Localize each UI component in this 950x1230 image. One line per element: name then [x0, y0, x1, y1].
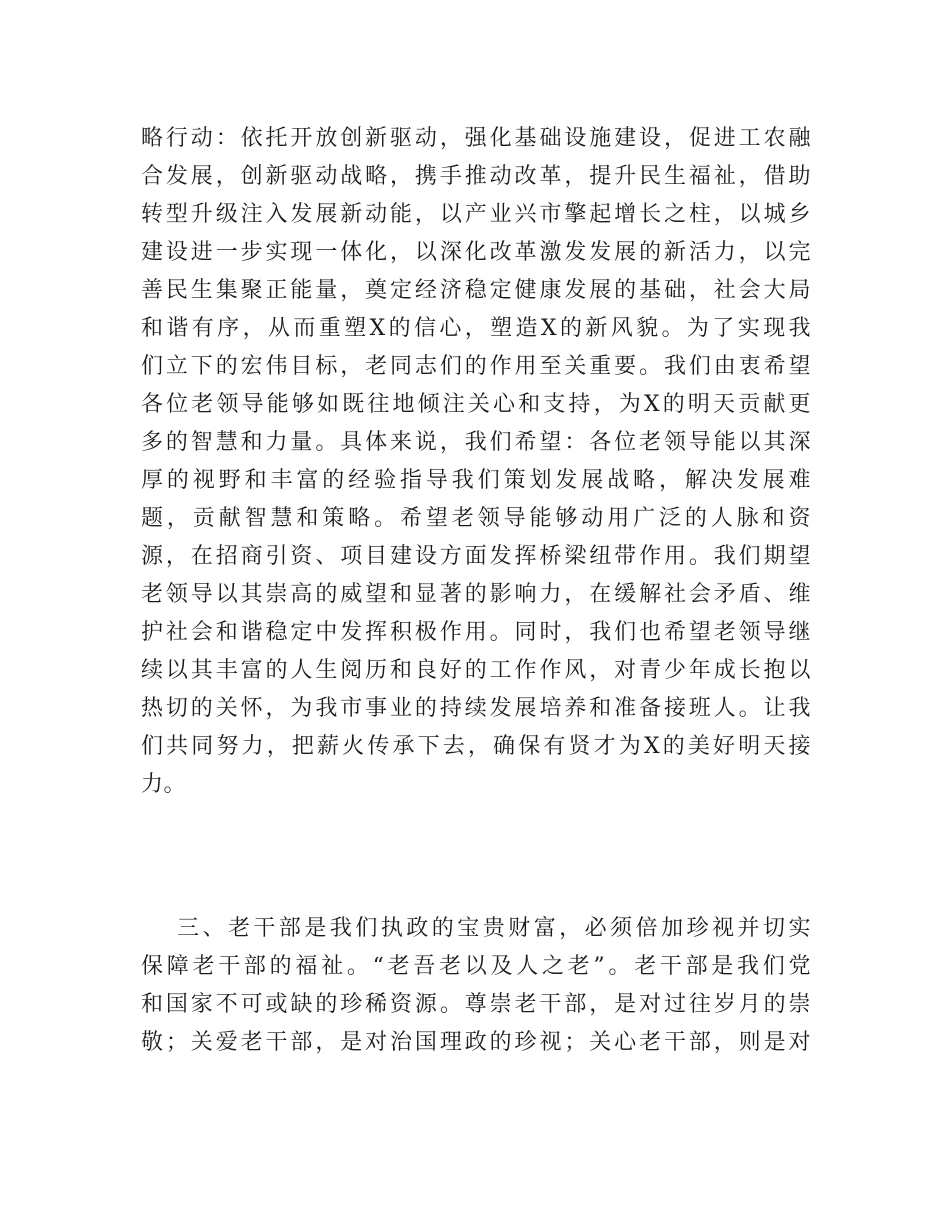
text-line: 力。 — [141, 772, 187, 797]
text-line: 厚的视野和丰富的经验指导我们策划发展战略，解决发展难 — [141, 468, 811, 493]
text-line: 题，贡献智慧和策略。希望老领导能够动用广泛的人脉和资 — [141, 506, 811, 531]
text-line: 热切的关怀，为我市事业的持续发展培养和准备接班人。让我 — [141, 696, 811, 721]
text-line: 源，在招商引资、项目建设方面发挥桥梁纽带作用。我们期望 — [141, 544, 811, 569]
text-line: 多的智慧和力量。具体来说，我们希望：各位老领导能以其深 — [141, 430, 811, 455]
text-line: 敬；关爱老干部，是对治国理政的珍视；关心老干部，则是对 — [141, 1030, 811, 1055]
text-line: 三、老干部是我们执政的宝贵财富，必须倍加珍视并切实 — [177, 916, 811, 941]
text-line: 们立下的宏伟目标，老同志们的作用至关重要。我们由衷希望 — [141, 354, 811, 379]
text-line: 转型升级注入发展新动能，以产业兴市擎起增长之柱，以城乡 — [141, 202, 811, 227]
paragraph-1 — [141, 120, 811, 804]
text-line: 略行动：依托开放创新驱动，强化基础设施建设，促进工农融 — [141, 126, 811, 151]
text-line: 续以其丰富的人生阅历和良好的工作作风，对青少年成长抱以 — [141, 658, 811, 683]
text-line: 合发展，创新驱动战略，携手推动改革，提升民生福祉，借助 — [141, 164, 811, 189]
paragraph-2 — [141, 910, 811, 1062]
text-line: 老领导以其崇高的威望和显著的影响力，在缓解社会矛盾、维 — [141, 582, 811, 607]
text-line: 保障老干部的福祉。“老吾老以及人之老”。老干部是我们党 — [141, 954, 811, 979]
text-line: 各位老领导能够如既往地倾注关心和支持，为X的明天贡献更 — [141, 392, 811, 417]
text-line: 建设进一步实现一体化，以深化改革激发发展的新活力，以完 — [141, 240, 811, 265]
text-line: 护社会和谐稳定中发挥积极作用。同时，我们也希望老领导继 — [141, 620, 811, 645]
text-line: 们共同努力，把薪火传承下去，确保有贤才为X的美好明天接 — [141, 734, 811, 759]
text-line: 和国家不可或缺的珍稀资源。尊崇老干部，是对过往岁月的崇 — [141, 992, 811, 1017]
text-line: 善民生集聚正能量，奠定经济稳定健康发展的基础，社会大局 — [141, 278, 811, 303]
text-line: 和谐有序，从而重塑X的信心，塑造X的新风貌。为了实现我 — [141, 316, 811, 341]
